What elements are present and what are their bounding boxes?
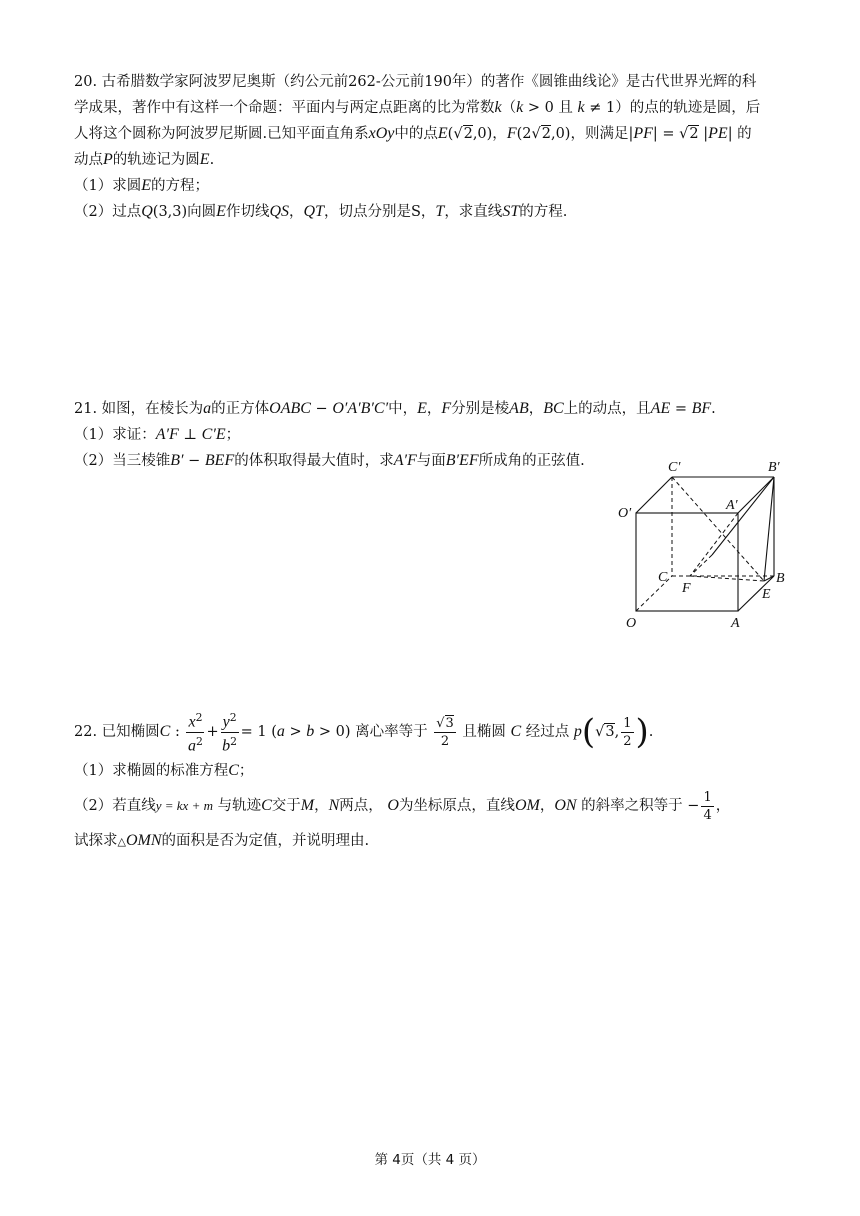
segment-bprime-e <box>764 477 774 581</box>
q20-sub2-text-d: ，切点分别是S， <box>323 204 436 220</box>
q21-text-1c: 中， <box>388 401 418 417</box>
q21-text-1a: 如图，在棱长为 <box>101 401 204 417</box>
q20-line-4: 动点P的轨迹记为圆E. <box>74 151 215 168</box>
q22-sub-1: （1）求椭圆的标准方程C； <box>74 762 254 779</box>
label-bprime: B′ <box>768 460 780 475</box>
segment-f-e <box>690 576 764 581</box>
page-footer: 第 4页（共 4 页） <box>374 1152 486 1168</box>
q20-text-1: 古希腊数学家阿波罗尼奥斯（约公元前262-公元前190年）的著作《圆锥曲线论》是古代世界光辉的科 <box>101 74 757 90</box>
q22-sub1-text: （1）求椭圆的标准方程 <box>74 763 229 779</box>
q22-sub2-text-c: 交于 <box>271 798 301 814</box>
q21-text-1b: 的正方体 <box>211 401 270 417</box>
frac-1-4: $\frac{1}{4}$ <box>703 789 712 823</box>
q22-sub2-text-e: 为坐标原点，直线 <box>398 798 515 814</box>
q21-number: 21. <box>74 401 98 417</box>
frac-y2-b2: $\frac{y^2}{b^2}$ <box>222 711 238 754</box>
q22-text-1a: 已知椭圆 <box>101 724 160 740</box>
q20-sub2-text-c: 作切线 <box>225 204 270 220</box>
segment-cprime-e <box>672 477 764 581</box>
q21-sub2-text-b: 的体积取得最大值时，求 <box>234 453 394 469</box>
segment-aprime-f <box>690 513 738 576</box>
q20-text-2: 学成果，著作中有这样一个命题：平面内与两定点距离的比为常数 <box>74 100 495 116</box>
cube-edge-top-right <box>738 477 774 513</box>
q22-sub-2: （2）若直线y = kx + m 与轨迹C交于M，N两点， O为坐标原点，直线OM，ON 的斜率之积等于 − $\frac{1}{4}$ ， <box>74 789 731 823</box>
q21-line-1: 21. 如图，在棱长为a的正方体OABC − O′A′B′C′中，E，F分别是棱AB，BC上的动点，且AE = BF. <box>74 400 716 417</box>
q22-text-1d: 经过点 <box>525 724 570 740</box>
q21-text-1d: 分别是棱 <box>451 401 510 417</box>
cube-edge-top-left <box>636 477 672 513</box>
q20-text-3b: 中的点 <box>394 126 438 142</box>
q22-sub2-text-f: 的斜率之积等于 <box>581 798 683 814</box>
q21-sub-1: （1）求证：A′F ⊥ C′E； <box>74 426 241 443</box>
q20-sub-1: （1）求圆E的方程； <box>74 177 210 194</box>
q21-sub2-text-d: 所成角的正弦值. <box>478 453 585 469</box>
segment-bprime-f <box>690 555 712 576</box>
q20-sub1-text-b: 的方程； <box>151 178 210 194</box>
q20-sub2-text: （2）过点 <box>74 204 142 220</box>
q22-text-1c: 且椭圆 <box>462 724 506 740</box>
q22-text-1b: 离心率等于 <box>355 724 428 740</box>
q22-sub3-text-a: 试探求 <box>74 833 118 849</box>
frac-1-2: $\frac{1}{2}$ <box>623 715 632 749</box>
cube-figure <box>612 455 802 635</box>
q22-sub2-text-a: （2）若直线 <box>74 798 156 814</box>
q20-sub2-text-b: 向圆 <box>187 204 217 220</box>
q20-number: 20. <box>74 74 98 90</box>
segment-bprime-f-solid <box>712 477 774 555</box>
frac-sqrt3-2: $\frac{√3}{2}$ <box>436 715 454 749</box>
frac-x2-a2: $\frac{x^2}{a^2}$ <box>188 711 203 754</box>
q21-text-1e: 上的动点，且 <box>563 401 651 417</box>
q20-text-4: 动点 <box>74 152 103 168</box>
q20-sub1-text: （1）求圆 <box>74 178 142 194</box>
q21-sub2-text-c: 与面 <box>416 453 446 469</box>
label-c: C <box>658 570 668 585</box>
q20-text-4b: 的轨迹记为圆 <box>112 152 200 168</box>
q21-sub1-text: （1）求证： <box>74 427 156 443</box>
q21-sub2-text: （2）当三棱锥 <box>74 453 171 469</box>
q22-line-1: 22. 已知椭圆C : $\frac{x^2}{a^2}$ + $\frac{y^2}{b^2}$ = 1 (a > b > 0) 离心率等于 $\frac{√3}{2}$ 且椭圆 C 经过点 p(√3, $\frac{1}{2}$ ). <box>74 711 654 754</box>
question-20 <box>74 70 786 225</box>
q20-line-3: 人将这个圆称为阿波罗尼斯圆.已知平面直角系xOy中的点E(√2,0)，F(2√2,0)，则满足|PF| = √2 |PE| 的 <box>74 125 752 142</box>
label-o: O <box>626 616 637 631</box>
question-22 <box>74 706 786 854</box>
label-a: A <box>731 616 740 631</box>
q20-text-3a: 人将这个圆称为阿波罗尼斯圆.已知平面直角系 <box>74 126 369 142</box>
label-b: B <box>776 571 785 586</box>
q20-sub2-text-f: 的方程. <box>519 204 568 220</box>
q22-sub-3: 试探求△OMN的面积是否为定值，并说明理由. <box>74 832 370 849</box>
q20-line-2: 学成果，著作中有这样一个命题：平面内与两定点距离的比为常数k（k > 0 且 k ≠ 1）的点的轨迹是圆，后 <box>74 99 761 116</box>
q20-text-3c: ，则满足 <box>570 126 629 142</box>
q20-sub-2: （2）过点Q(3,3)向圆E作切线QS，QT，切点分别是S，T，求直线ST的方程. <box>74 203 568 220</box>
label-e: E <box>762 587 771 602</box>
q22-sub2-text-b: 与轨迹 <box>217 798 262 814</box>
label-oprime: O′ <box>618 506 632 521</box>
q20-sub2-text-e: ，求直线 <box>444 204 503 220</box>
q22-sub2-text-d: 两点， <box>339 798 383 814</box>
label-f: F <box>682 581 691 596</box>
q20-line-1 <box>74 70 786 95</box>
q22-number: 22. <box>74 724 98 740</box>
q21-sub-2: （2）当三棱锥B′ − BEF的体积取得最大值时，求A′F与面B′EF所成角的正弦值. <box>74 452 585 469</box>
q22-sub3-text-b: 的面积是否为定值，并说明理由. <box>161 833 370 849</box>
label-aprime: A′ <box>726 498 738 513</box>
label-cprime: C′ <box>668 460 681 475</box>
